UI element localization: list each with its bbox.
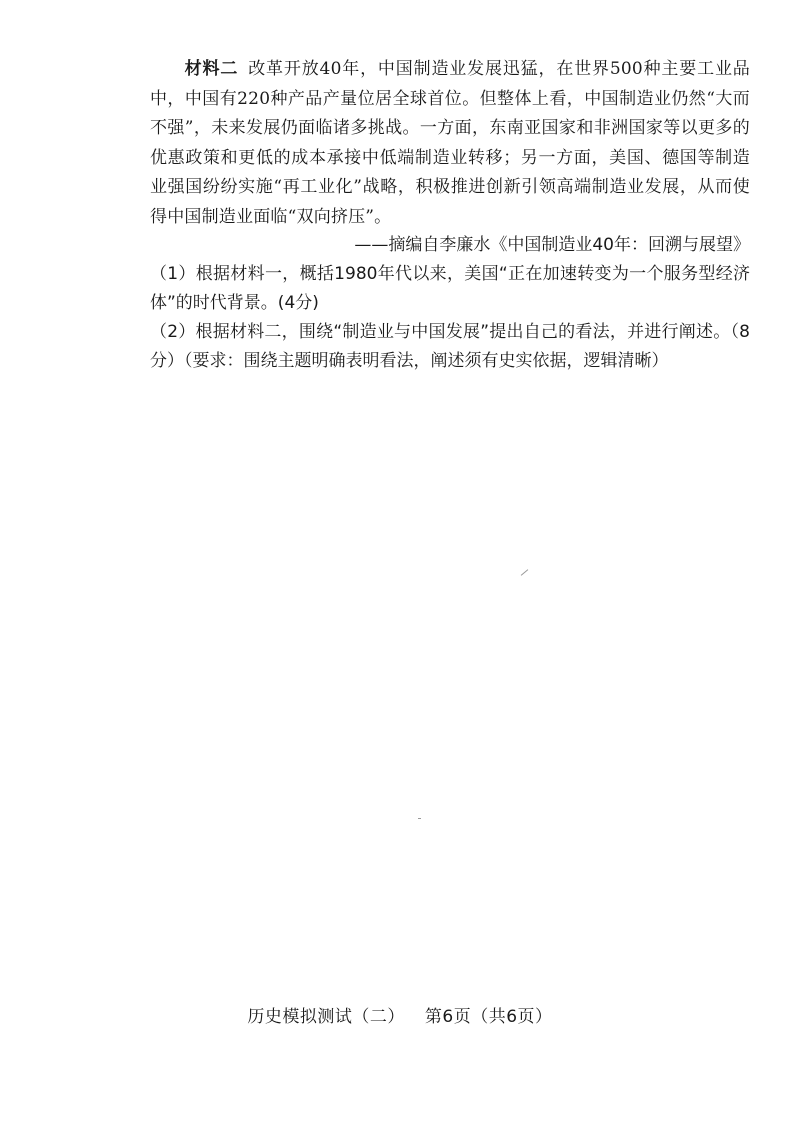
scan-speck <box>521 569 529 576</box>
scan-speck <box>418 818 421 819</box>
material-text: 改革开放40年，中国制造业发展迅猛，在世界500种主要工业品中，中国有220种产品产量位居全球首位。但整体上看，中国制造业仍然“大而不强”，未来发展仍面临诸多挑战。一方面，东南亚国家和非洲国家等以更多的优惠政策和更低的成本承接中低端制造业转移；另一方面，美国、德国等制造业强国纷纷实施“再工业化”战略，积极推进创新引领高端制造业发展，从而使得中国制造业面临“双向挤压”。 <box>150 59 750 227</box>
question-2: （2）根据材料二，围绕“制造业与中国发展”提出自己的看法，并进行阐述。（8分）（要求：围绕主题明确表明看法，阐述须有史实依据，逻辑清晰） <box>150 322 750 371</box>
material-two-paragraph <box>150 55 750 232</box>
question-1: （1）根据材料一，概括1980年代以来，美国“正在加速转变为一个服务型经济体”的时代背景。(4分) <box>150 264 750 313</box>
exam-title: 历史模拟测试（二） <box>247 1007 405 1027</box>
page-footer <box>0 1002 800 1027</box>
question-list <box>150 260 750 376</box>
material-source: ——摘编自李廉水《中国制造业40年：回溯与展望》 <box>354 235 750 255</box>
page-number: 第6页（共6页） <box>424 1007 553 1027</box>
material-label: 材料二 <box>184 59 239 79</box>
